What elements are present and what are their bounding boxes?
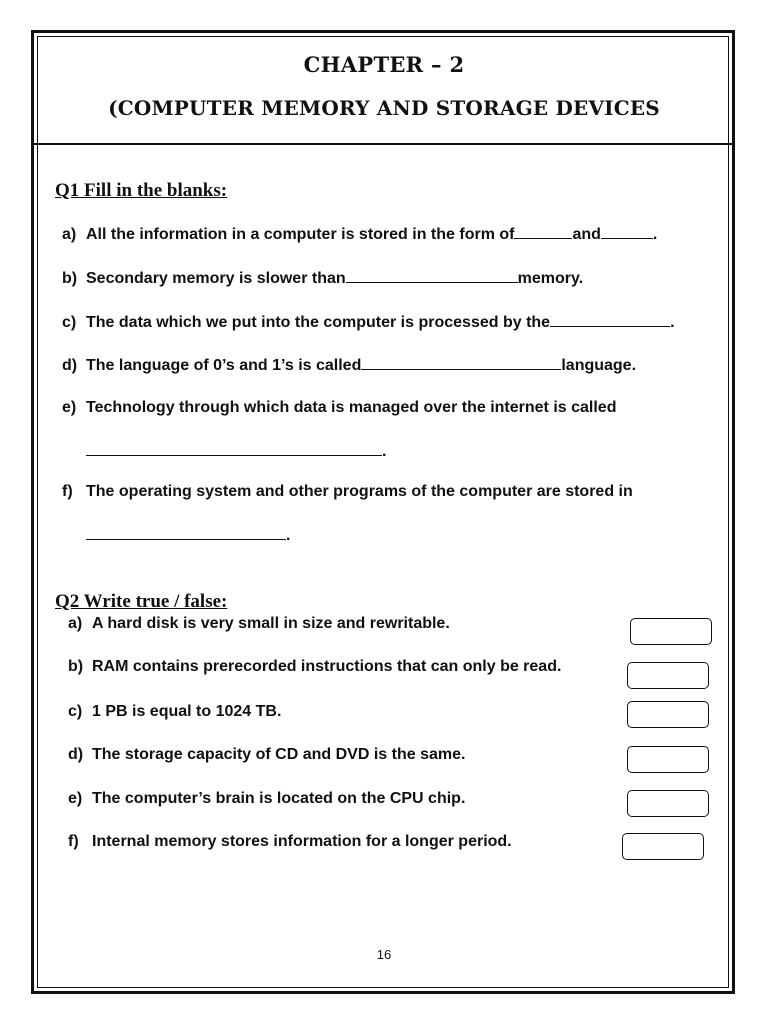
item-text: The operating system and other programs of the computer are stored in [86,483,633,500]
item-text: memory. [517,270,584,287]
answer-box[interactable] [627,701,709,728]
q2-heading: Q2 Write true / false: [55,591,228,612]
answer-box[interactable] [627,790,709,817]
item-label: f) [68,833,79,850]
q2-item-a [68,615,450,633]
blank-line[interactable] [86,441,382,456]
blank-line[interactable] [361,355,561,370]
q1-item-d [62,355,636,375]
item-label: e) [68,790,83,807]
item-text: A hard disk is very small in size and rewritable. [92,615,450,632]
q2-item-d [68,746,465,764]
item-label: f) [62,483,73,500]
q2-item-f [68,833,512,851]
q1-item-b [62,268,583,288]
blank-line[interactable] [601,224,653,239]
answer-box[interactable] [622,833,704,860]
item-text: Technology through which data is managed over the internet is called [86,399,617,416]
q1-heading: Q1 Fill in the blanks: [55,180,228,201]
item-label: c) [68,703,83,720]
answer-box[interactable] [627,662,709,689]
item-text: . [652,226,658,243]
q1-item-a [62,224,657,244]
item-text: language. [561,357,637,374]
item-text: . [382,443,387,460]
blank-line[interactable] [346,268,518,283]
q1-item-e [62,399,616,417]
blank-line[interactable] [550,312,670,327]
item-label: a) [62,226,77,243]
q1-item-f [62,483,633,501]
item-text: The data which we put into the computer is processed by the [86,314,551,331]
item-label: e) [62,399,77,416]
item-text: RAM contains prerecorded instructions that can only be read. [92,658,562,675]
q2-item-c [68,703,281,721]
header-divider [34,143,734,145]
q1-item-e-answer [86,441,386,461]
item-text: Secondary memory is slower than [86,270,346,287]
item-text: . [670,314,675,331]
item-label: b) [62,270,78,287]
item-text: The language of 0’s and 1’s is called [86,357,362,374]
item-text: The computer’s brain is located on the CPU chip. [92,790,466,807]
item-text: All the information in a computer is stored in the form of [86,226,515,243]
q1-item-f-answer [86,525,290,545]
item-label: a) [68,615,83,632]
q1-item-c [62,312,675,332]
item-label: d) [68,746,84,763]
item-text: The storage capacity of CD and DVD is the same. [92,746,466,763]
blank-line[interactable] [86,525,286,540]
item-text: Internal memory stores information for a longer period. [92,833,512,850]
item-label: d) [62,357,78,374]
q2-item-e [68,790,465,808]
item-label: b) [68,658,84,675]
answer-box[interactable] [630,618,712,645]
item-text: and [572,226,601,243]
answer-box[interactable] [627,746,709,773]
item-label: c) [62,314,77,331]
blank-line[interactable] [514,224,572,239]
chapter-subtitle: (COMPUTER MEMORY AND STORAGE DEVICES [108,96,660,120]
q2-item-b [68,658,561,676]
chapter-title: CHAPTER – 2 [303,52,465,77]
item-text: . [286,527,291,544]
item-text: 1 PB is equal to 1024 TB. [92,703,282,720]
page-number: 16 [376,947,392,962]
